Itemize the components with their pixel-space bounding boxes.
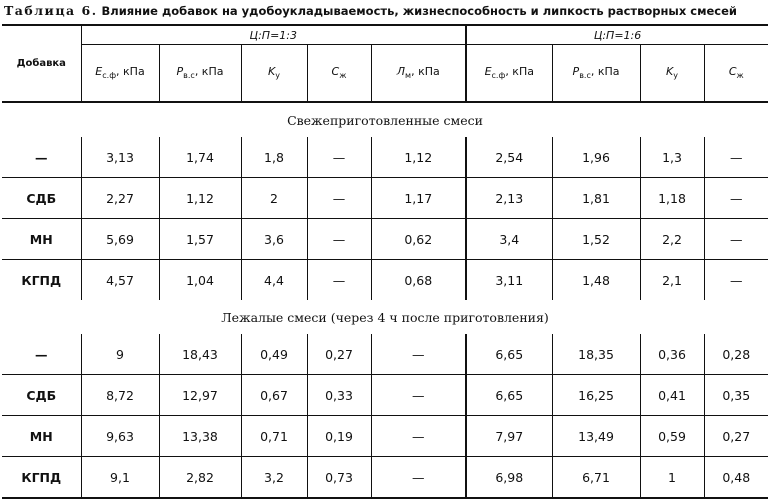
header-column-row: [2, 45, 768, 103]
row-additive: СДБ: [2, 178, 81, 219]
cell-value: 1,12: [159, 178, 241, 219]
header-col-4: [307, 45, 371, 103]
section-title: Свежеприготовленные смеси: [287, 112, 483, 128]
cell-value: 0,28: [704, 334, 768, 375]
header-col-unit: , кПа: [505, 65, 534, 79]
cell-value: 8,72: [81, 375, 159, 416]
cell-value: 6,65: [466, 334, 552, 375]
cell-value: 1,8: [241, 137, 307, 178]
header-col-unit: , кПа: [116, 65, 145, 79]
cell-value: 0,49: [241, 334, 307, 375]
header-col-symbol: P: [572, 65, 580, 79]
table-caption: [4, 3, 737, 18]
table-body: [2, 102, 768, 498]
header-group-1: Ц:П=1:3: [81, 25, 466, 45]
cell-value: 0,36: [640, 334, 704, 375]
cell-value: 1,17: [371, 178, 466, 219]
cell-value: 0,35: [704, 375, 768, 416]
cell-value: 3,2: [241, 457, 307, 499]
cell-value: 3,11: [466, 260, 552, 301]
cell-value: 1: [640, 457, 704, 499]
header-col-symbol: E: [95, 65, 103, 79]
row-additive: СДБ: [2, 375, 81, 416]
header-col-symbol: Л: [396, 65, 406, 79]
header-col-symbol: E: [484, 65, 492, 79]
cell-value: 1,96: [552, 137, 640, 178]
header-col-symbol: K: [268, 65, 276, 79]
cell-value: 2,13: [466, 178, 552, 219]
cell-value: 0,59: [640, 416, 704, 457]
data-table: [2, 24, 768, 499]
cell-value: 4,4: [241, 260, 307, 301]
table-row: [2, 178, 768, 219]
row-additive: —: [2, 137, 81, 178]
cell-value: 9,1: [81, 457, 159, 499]
cell-value: 1,12: [371, 137, 466, 178]
cell-value: 0,48: [704, 457, 768, 499]
cell-value: 0,27: [307, 334, 371, 375]
cell-value: 1,57: [159, 219, 241, 260]
cell-value: 0,71: [241, 416, 307, 457]
cell-value: 1,52: [552, 219, 640, 260]
cell-value: 13,49: [552, 416, 640, 457]
header-col-subscript: в.с: [183, 71, 195, 81]
cell-value: —: [371, 375, 466, 416]
header-col-8: [640, 45, 704, 103]
row-additive: МН: [2, 219, 81, 260]
cell-value: 13,38: [159, 416, 241, 457]
cell-value: 0,67: [241, 375, 307, 416]
section-title: Лежалые смеси (через 4 ч после приготовления): [221, 309, 549, 325]
cell-value: 0,68: [371, 260, 466, 301]
header-col-symbol: С: [331, 65, 340, 79]
table-row: [2, 375, 768, 416]
cell-value: 2: [241, 178, 307, 219]
cell-value: 6,71: [552, 457, 640, 499]
header-col-5: [371, 45, 466, 103]
cell-value: 6,98: [466, 457, 552, 499]
cell-value: 0,73: [307, 457, 371, 499]
section-row: [2, 300, 768, 334]
cell-value: 2,27: [81, 178, 159, 219]
header-col-2: [159, 45, 241, 103]
row-additive: —: [2, 334, 81, 375]
cell-value: —: [704, 178, 768, 219]
row-additive: КГПД: [2, 260, 81, 301]
cell-value: 18,43: [159, 334, 241, 375]
cell-value: —: [371, 334, 466, 375]
table-row: [2, 219, 768, 260]
header-col-symbol: С: [728, 65, 737, 79]
header-col-3: [241, 45, 307, 103]
cell-value: —: [704, 260, 768, 301]
cell-value: 0,41: [640, 375, 704, 416]
cell-value: 16,25: [552, 375, 640, 416]
header-col-7: [552, 45, 640, 103]
header-col-unit: , кПа: [194, 65, 224, 79]
header-col-symbol: K: [666, 65, 674, 79]
header-col-9: [704, 45, 768, 103]
cell-value: 5,69: [81, 219, 159, 260]
header-col-subscript: ж: [339, 71, 347, 81]
cell-value: 2,1: [640, 260, 704, 301]
table-row: [2, 334, 768, 375]
header-group-row: [2, 25, 768, 45]
table-row: [2, 137, 768, 178]
cell-value: 1,81: [552, 178, 640, 219]
header-col-6: [466, 45, 552, 103]
header-col-subscript: с.ф: [102, 71, 117, 81]
cell-value: —: [371, 457, 466, 499]
cell-value: 1,04: [159, 260, 241, 301]
header-col-symbol: P: [176, 65, 184, 79]
cell-value: —: [371, 416, 466, 457]
cell-value: 0,27: [704, 416, 768, 457]
section-row: [2, 102, 768, 137]
cell-value: —: [704, 137, 768, 178]
table-row: [2, 260, 768, 301]
cell-value: —: [307, 137, 371, 178]
cell-value: —: [307, 178, 371, 219]
cell-value: 1,18: [640, 178, 704, 219]
header-col-subscript: м: [405, 71, 412, 81]
cell-value: 2,82: [159, 457, 241, 499]
cell-value: —: [704, 219, 768, 260]
cell-value: 2,2: [640, 219, 704, 260]
header-col-subscript: в.с: [579, 71, 591, 81]
cell-value: 4,57: [81, 260, 159, 301]
header-col-unit: , кПа: [411, 65, 440, 79]
header-col-subscript: ж: [736, 71, 744, 81]
cell-value: —: [307, 219, 371, 260]
header-additive: Добавка: [2, 25, 81, 102]
table-row: [2, 457, 768, 499]
row-additive: МН: [2, 416, 81, 457]
header-col-subscript: у: [673, 71, 678, 81]
header-col-1: [81, 45, 159, 103]
table-number: Таблица 6.: [4, 3, 98, 18]
header-col-unit: , кПа: [590, 65, 620, 79]
cell-value: 0,62: [371, 219, 466, 260]
cell-value: 9: [81, 334, 159, 375]
cell-value: 3,6: [241, 219, 307, 260]
cell-value: 2,54: [466, 137, 552, 178]
table-title: Влияние добавок на удобоукладываемость, жизнеспособность и липкость растворных смесей: [101, 4, 737, 18]
header-col-subscript: у: [275, 71, 280, 81]
row-additive: КГПД: [2, 457, 81, 499]
cell-value: 1,48: [552, 260, 640, 301]
cell-value: 0,33: [307, 375, 371, 416]
cell-value: 1,74: [159, 137, 241, 178]
cell-value: 0,19: [307, 416, 371, 457]
header-col-subscript: с.ф: [491, 71, 506, 81]
cell-value: 12,97: [159, 375, 241, 416]
table-row: [2, 416, 768, 457]
cell-value: 18,35: [552, 334, 640, 375]
cell-value: —: [307, 260, 371, 301]
cell-value: 1,3: [640, 137, 704, 178]
cell-value: 3,4: [466, 219, 552, 260]
cell-value: 9,63: [81, 416, 159, 457]
header-group-2: Ц:П=1:6: [466, 25, 768, 45]
cell-value: 7,97: [466, 416, 552, 457]
cell-value: 3,13: [81, 137, 159, 178]
cell-value: 6,65: [466, 375, 552, 416]
